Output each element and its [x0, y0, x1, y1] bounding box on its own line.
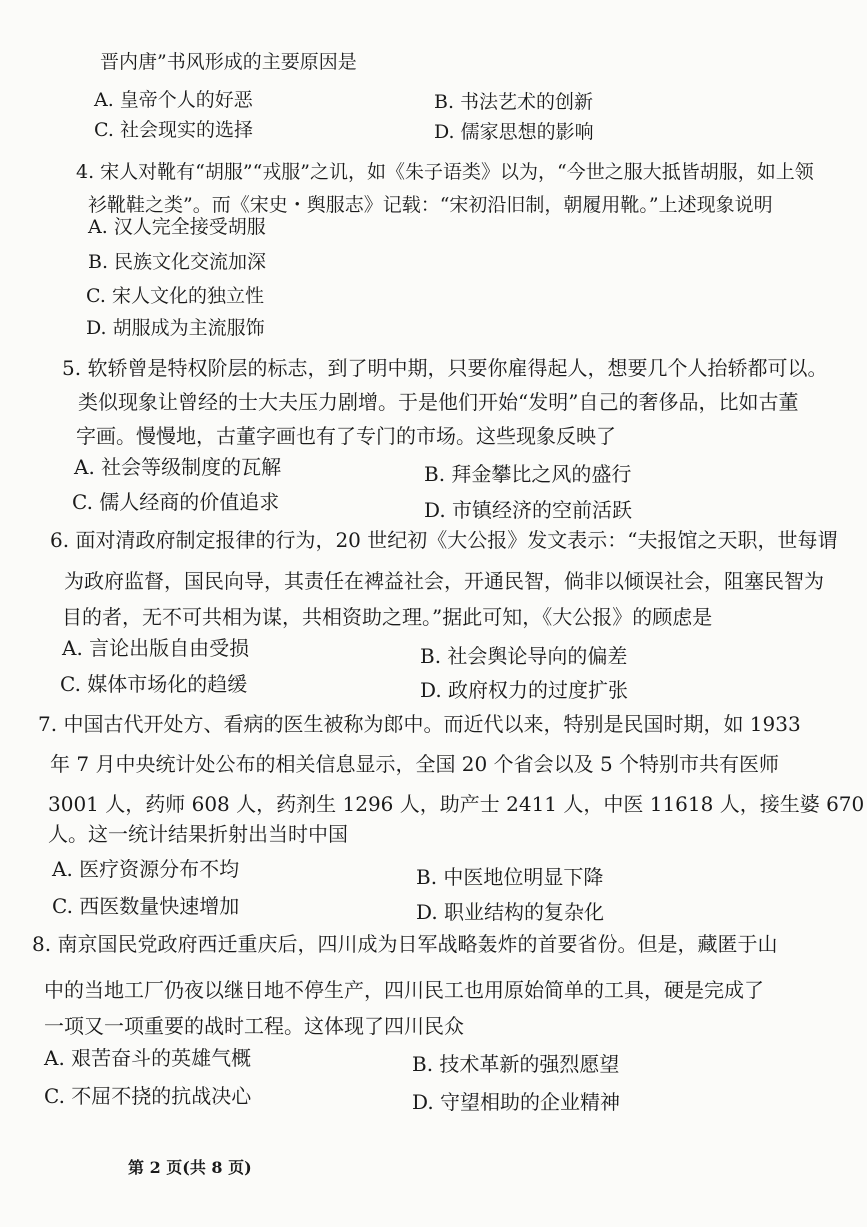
q8-stem-line-3: 一项又一项重要的战时工程。这体现了四川民众	[44, 1014, 464, 1038]
q4-stem-line-2: 衫靴鞋之类”。而《宋史・舆服志》记载：“宋初沿旧制，朝履用靴。”上述现象说明	[88, 194, 773, 216]
q5-option-a: A. 社会等级制度的瓦解	[74, 455, 282, 479]
q4-option-a: A. 汉人完全接受胡服	[88, 216, 266, 238]
q3-option-b: B. 书法艺术的创新	[434, 91, 594, 113]
q7-option-d: D. 职业结构的复杂化	[416, 900, 605, 924]
q5-option-b: B. 拜金攀比之风的盛行	[424, 462, 632, 486]
q4-option-c: C. 宋人文化的独立性	[86, 285, 264, 307]
q8-option-a: A. 艰苦奋斗的英雄气概	[44, 1046, 252, 1070]
q7-stem-line-3: 3001 人，药师 608 人，药剂生 1296 人，助产士 2411 人，中医 11618 人，接生婆 670	[48, 792, 865, 816]
q7-stem-line-4: 人。这一统计结果折射出当时中国	[48, 822, 348, 846]
q5-option-c: C. 儒人经商的价值追求	[72, 490, 280, 514]
q6-stem-line-1: 6. 面对清政府制定报律的行为，20 世纪初《大公报》发文表示：“夫报馆之天职，世每谓	[50, 528, 838, 552]
q6-option-b: B. 社会舆论导向的偏差	[420, 644, 628, 668]
q3-option-a: A. 皇帝个人的好恶	[94, 89, 253, 111]
q3-option-c: C. 社会现实的选择	[94, 119, 253, 141]
q3-option-d: D. 儒家思想的影响	[434, 121, 594, 143]
q5-stem-line-2: 类似现象让曾经的士大夫压力剧增。于是他们开始“发明”自己的奢侈品，比如古董	[78, 390, 799, 414]
q7-option-b: B. 中医地位明显下降	[416, 865, 604, 889]
q4-option-d: D. 胡服成为主流服饰	[86, 317, 265, 339]
page-number-footer: 第 2 页(共 8 页)	[128, 1158, 252, 1177]
q8-option-c: C. 不屈不挠的抗战决心	[44, 1084, 252, 1108]
q8-stem-line-1: 8. 南京国民党政府西迁重庆后，四川成为日军战略轰炸的首要省份。但是，藏匿于山	[32, 932, 778, 956]
q6-stem-line-2: 为政府监督，国民向导，其责任在裨益社会，开通民智，倘非以倾误社会，阻塞民智为	[64, 569, 824, 593]
q6-option-d: D. 政府权力的过度扩张	[420, 678, 629, 702]
q7-option-c: C. 西医数量快速增加	[52, 894, 240, 918]
q4-option-b: B. 民族文化交流加深	[88, 251, 267, 273]
q6-stem-line-3: 目的者，无不可共相为谋，共相资助之理。”据此可知，《大公报》的顾虑是	[62, 605, 713, 629]
q8-option-b: B. 技术革新的强烈愿望	[412, 1052, 620, 1076]
q7-stem-line-2: 年 7 月中央统计处公布的相关信息显示，全国 20 个省会以及 5 个特别市共有医师	[50, 752, 780, 776]
q5-stem-line-3: 字画。慢慢地，古董字画也有了专门的市场。这些现象反映了	[76, 424, 616, 448]
q4-stem-line-1: 4. 宋人对靴有“胡服”“戎服”之讥，如《朱子语类》以为，“今世之服大抵皆胡服，如上领	[76, 161, 814, 183]
q7-stem-line-1: 7. 中国古代开处方、看病的医生被称为郎中。而近代以来，特别是民国时期，如 1933	[38, 712, 801, 736]
q5-option-d: D. 市镇经济的空前活跃	[424, 498, 633, 522]
q3-stem-line-1: 晋内唐”书风形成的主要原因是	[100, 51, 357, 73]
q8-stem-line-2: 中的当地工厂仍夜以继日地不停生产，四川民工也用原始简单的工具，硬是完成了	[44, 978, 764, 1002]
q8-option-d: D. 守望相助的企业精神	[412, 1090, 621, 1114]
q6-option-c: C. 媒体市场化的趋缓	[60, 672, 248, 696]
q5-stem-line-1: 5. 软轿曾是特权阶层的标志，到了明中期，只要你雇得起人，想要几个人抬轿都可以。	[62, 356, 828, 380]
q6-option-a: A. 言论出版自由受损	[62, 636, 250, 660]
q7-option-a: A. 医疗资源分布不均	[52, 857, 240, 881]
